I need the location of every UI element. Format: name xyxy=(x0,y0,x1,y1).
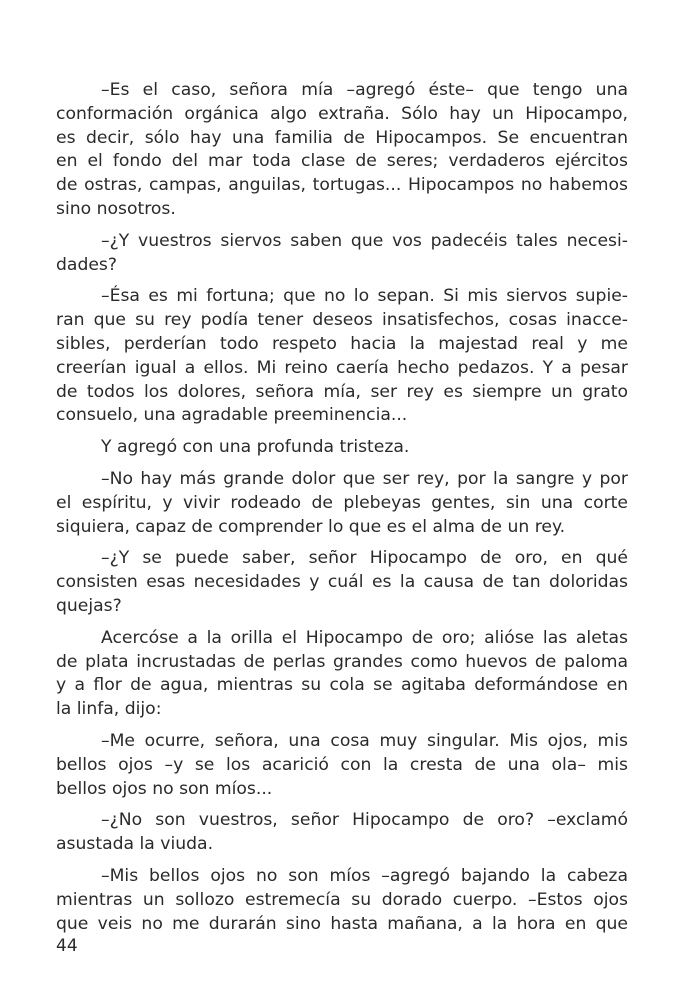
paragraph xyxy=(56,436,628,460)
paragraph xyxy=(56,730,628,801)
paragraph xyxy=(56,547,628,618)
text-line: asustada la viuda. xyxy=(56,834,214,855)
text-line: bellos ojos no son míos... xyxy=(56,778,273,799)
text-line: el espíritu, y vivir rodeado de plebeyas gentes, sin una corte xyxy=(56,492,628,513)
text-line: conformación orgánica algo extraña. Sólo hay un Hipocampo, xyxy=(56,103,628,124)
paragraph xyxy=(56,627,628,722)
text-line: de todos los dolores, señora mía, ser rey es siempre un grato xyxy=(56,381,628,402)
text-line: –Es el caso, señora mía –agregó éste– que tengo una xyxy=(101,80,628,100)
text-line: –¿No son vuestros, señor Hipocampo de oro? –exclamó xyxy=(101,810,628,831)
text-line: –¿Y se puede saber, señor Hipocampo de oro, en qué xyxy=(101,548,628,569)
text-line: –No hay más grande dolor que ser rey, por la sangre y por xyxy=(101,468,628,489)
text-line: ran que su rey podía tener deseos insatisfechos, cosas inacce- xyxy=(56,310,628,331)
text-line: siquiera, capaz de comprender lo que es el alma de un rey. xyxy=(56,516,566,537)
text-line: –Me ocurre, señora, una cosa muy singular. Mis ojos, mis xyxy=(101,730,628,751)
paragraph xyxy=(56,809,628,857)
page-number: 44 xyxy=(56,936,78,956)
text-line: mientras un sollozo estremecía su dorado cuerpo. –Estos ojos xyxy=(56,889,628,910)
text-line: que veis no me durarán sino hasta mañana, a la hora en que xyxy=(56,913,628,934)
text-line: Y agregó con una profunda tristeza. xyxy=(101,437,410,458)
paragraph xyxy=(56,468,628,539)
text-line: bellos ojos –y se los acarició con la cresta de una ola– mis xyxy=(56,754,628,775)
paragraph xyxy=(56,285,628,428)
body-text xyxy=(56,79,628,944)
text-line: de ostras, campas, anguilas, tortugas... Hipocampos no habemos xyxy=(56,175,628,196)
text-line: –¿Y vuestros siervos saben que vos padecéis tales necesi- xyxy=(101,230,628,251)
text-line: de plata incrustadas de perlas grandes como huevos de paloma xyxy=(56,651,628,672)
text-line: dades? xyxy=(56,254,118,275)
text-line: –Ésa es mi fortuna; que no lo sepan. Si mis siervos supie- xyxy=(101,286,628,307)
text-line: consuelo, una agradable preeminencia... xyxy=(56,405,408,426)
text-line: es decir, sólo hay una familia de Hipocampos. Se encuentran xyxy=(56,127,628,148)
text-line: –Mis bellos ojos no son míos –agregó bajando la cabeza xyxy=(101,865,628,886)
text-line: creerían igual a ellos. Mi reino caería hecho pedazos. Y a pesar xyxy=(56,357,628,378)
text-line: sibles, perderían todo respeto hacia la majestad real y me xyxy=(56,333,628,354)
paragraph xyxy=(56,230,628,278)
text-line: consisten esas necesidades y cuál es la causa de tan doloridas xyxy=(56,572,628,593)
text-line: sino nosotros. xyxy=(56,198,176,219)
text-line: quejas? xyxy=(56,595,122,616)
paragraph xyxy=(56,865,628,936)
text-line: Acercóse a la orilla el Hipocampo de oro; alióse las aletas xyxy=(101,627,628,648)
text-line: y a flor de agua, mientras su cola se agitaba deformándose en xyxy=(56,675,628,696)
text-line: en el fondo del mar toda clase de seres; verdaderos ejércitos xyxy=(56,151,628,172)
text-line: la linfa, dijo: xyxy=(56,699,162,720)
paragraph xyxy=(56,79,628,222)
